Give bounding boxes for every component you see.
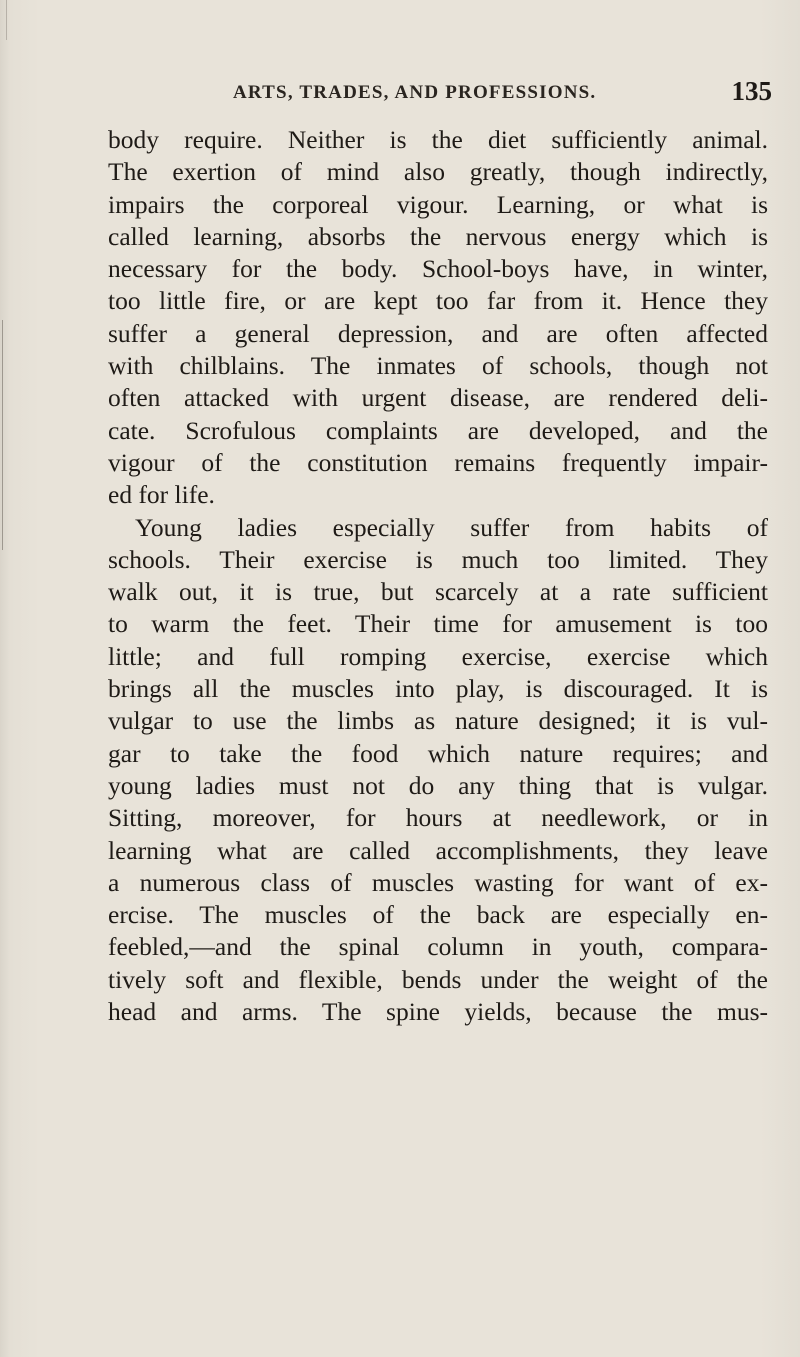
binding-edge-mark: [6, 0, 7, 40]
text-line: too little fire, or are kept too far from it. Hence they: [108, 286, 768, 316]
text-line: suffer a general depression, and are often affected: [108, 318, 768, 348]
text-line: tively soft and flexible, bends under the weight of the: [108, 964, 768, 994]
text-line: gar to take the food which nature requires; and: [108, 738, 768, 768]
text-line: schools. Their exercise is much too limited. They: [108, 544, 768, 574]
text-line: impairs the corporeal vigour. Learning, or what is: [108, 189, 768, 219]
text-line: The exertion of mind also greatly, though indirectly,: [108, 157, 768, 187]
text-line: little; and full romping exercise, exercise which: [108, 641, 768, 671]
text-line: learning what are called accomplishments, they leave: [108, 835, 768, 865]
text-line: necessary for the body. School-boys have, in winter,: [108, 254, 768, 284]
text-line: with chilblains. The inmates of schools, though not: [108, 351, 768, 381]
running-title: ARTS, TRADES, AND PROFESSIONS.: [233, 82, 597, 103]
text-line: head and arms. The spine yields, because the mus-: [108, 997, 768, 1027]
text-line: brings all the muscles into play, is discouraged. It is: [108, 674, 768, 704]
paragraph-start-line: Young ladies especially suffer from habits of: [135, 512, 768, 542]
body-text: [108, 124, 768, 1028]
text-line: vigour of the constitution remains frequently impair-: [108, 447, 768, 477]
text-line: body require. Neither is the diet sufficiently animal.: [108, 125, 768, 154]
page-number: 135: [731, 76, 772, 106]
text-line: to warm the feet. Their time for amusement is too: [108, 609, 768, 639]
page-header: [108, 74, 772, 110]
text-line: a numerous class of muscles wasting for want of ex-: [108, 867, 768, 897]
text-line: feebled,—and the spinal column in youth, compara-: [108, 932, 768, 962]
text-line: Sitting, moreover, for hours at needlework, or in: [108, 803, 768, 833]
text-line: walk out, it is true, but scarcely at a rate sufficient: [108, 577, 768, 607]
text-line: young ladies must not do any thing that is vulgar.: [108, 770, 768, 800]
text-line: called learning, absorbs the nervous energy which is: [108, 221, 768, 251]
text-line: ercise. The muscles of the back are especially en-: [108, 900, 768, 930]
binding-edge-line: [2, 320, 3, 550]
paragraph-end-line: ed for life.: [108, 480, 215, 510]
text-line: cate. Scrofulous complaints are developed, and the: [108, 415, 768, 445]
text-line: often attacked with urgent disease, are rendered deli-: [108, 383, 768, 413]
text-line: vulgar to use the limbs as nature designed; it is vul-: [108, 706, 768, 736]
